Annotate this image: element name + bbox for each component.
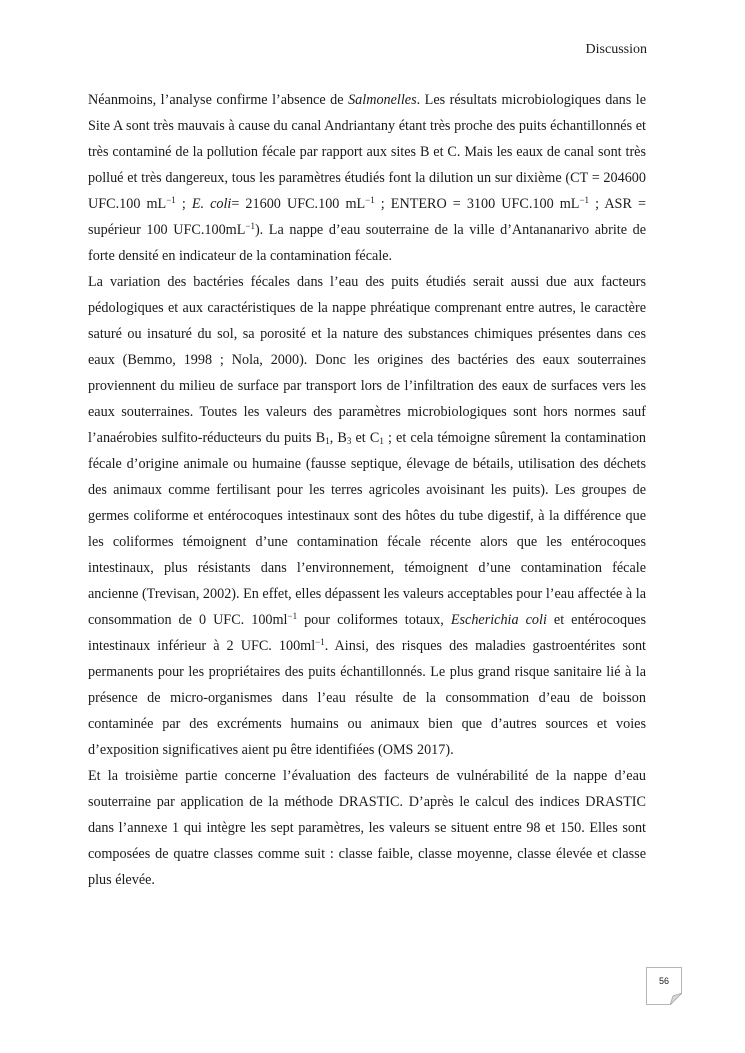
paragraph-1: Néanmoins, l’analyse confirme l’absence de Salmonelles. Les résultats microbiologiques dans le Site A sont très mauvais à cause du canal Andriantany étant très proche des puits échantillonnés et très contaminé de la pollution fécale par rapport aux sites B et C. Mais les eaux de canal sont très pollué et très dangereux, tous les paramètres étudiés font la dilution un sur dixième (CT = 204600 UFC.100 $mL^{-1}$ ; E. coli= 21600 UFC.100 $mL^{-1}$ ; ENTERO = 3100 UFC.100 $mL^{-1}$ ; ASR = supérieur 100 $UFC.100mL^{-1}$). La nappe d’eau souterraine de la ville d’Antananarivo abrite de forte densité en indicateur de la contamination fécale.: [88, 92, 646, 264]
page-curl-icon: [670, 993, 682, 1005]
paragraph-3: Et la troisième partie concerne l’évaluation des facteurs de vulnérabilité de la nappe d’eau souterraine par application de la méthode DRASTIC. D’après le calcul des indices DRASTIC dans l’annexe 1 qui intègre les sept paramètres, les valeurs se situent entre 98 et 150. Elles sont composées de quatre classes comme suit : classe faible, classe moyenne, classe élevée et classe plus élevée.: [88, 768, 646, 888]
running-header: Discussion: [585, 42, 647, 57]
page-number: 56: [658, 976, 669, 986]
body-text: [88, 87, 646, 893]
page-number-box: [646, 967, 682, 1005]
paragraph-2: La variation des bactéries fécales dans l’eau des puits étudiés serait aussi due aux facteurs pédologiques et aux caractéristiques de la nappe phréatique comprenant entre autres, le caractère saturé ou insaturé du sol, sa porosité et la nature des substances chimiques présentes dans ces eaux (Bemmo, 1998 ; Nola, 2000). Donc les origines des bactéries des eaux souterraines proviennent du milieu de surface par transport lors de l’infiltration des eaux de surfaces vers les eaux souterraines. Toutes les valeurs des paramètres microbiologiques sont hors normes sauf l’anaérobies sulfito-réducteurs du puits $B_1$, $B_3$ et $C_1$ ; et cela témoigne sûrement la contamination fécale d’origine animale ou humaine (fausse septique, élevage de bétails, utilisation des déchets des animaux comme fertilisant pour les terres agricoles avoisinant les puits). Les groupes de germes coliforme et entérocoques intestinaux sont des hôtes du tube digestif, à la différence que les coliformes témoignent d’une contamination fécale récente alors que les entérocoques intestinaux, plus résistants dans l’environnement, témoignent d’une contamination fécale ancienne (Trevisan, 2002). En effet, elles dépassent les valeurs acceptables pour l’eau affectée à la consommation de 0 UFC. $100ml^{-1}$ pour coliformes totaux, Escherichia coli et entérocoques intestinaux inférieur à 2 UFC. $100ml^{-1}$. Ainsi, des risques des maladies gastroentérites sont permanents pour les propriétaires des puits échantillonnés. Le plus grand risque sanitaire lié à la présence de micro-organismes dans l’eau résulte de la consommation d’eau de boisson contaminée par des excréments humains ou animaux bien que d’autres sources et voies d’exposition significatives aient pu être identifiées (OMS 2017).: [88, 274, 647, 758]
